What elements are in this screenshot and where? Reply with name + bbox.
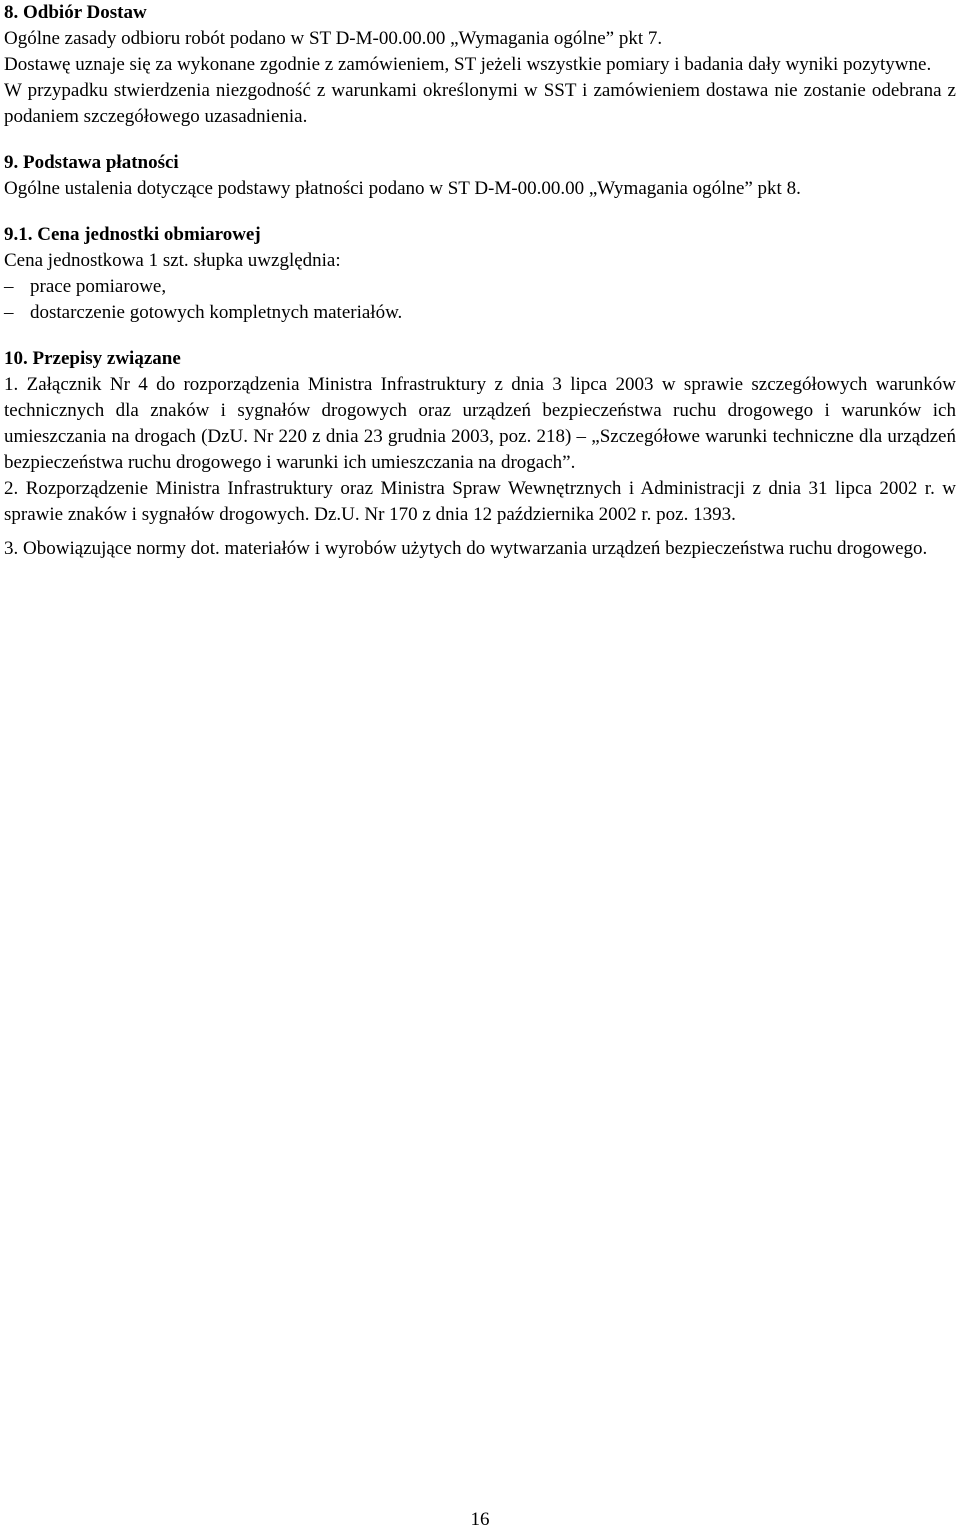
list-item: – dostarczenie gotowych kompletnych materiałów. — [4, 300, 956, 326]
section-10-przepisy-zwiazane — [4, 346, 956, 562]
section-8-heading: 8. Odbiór Dostaw — [4, 2, 147, 23]
section-8-acceptance-paragraph: Dostawę uznaje się za wykonane zgodnie z zamówieniem, ST jeżeli wszystkie pomiary i badania dały wyniki pozytywne. — [4, 54, 932, 75]
section-10-item-1: 1. Załącznik Nr 4 do rozporządzenia Ministra Infrastruktury z dnia 3 lipca 2003 w sprawie szczegółowych warunków technicznych dla znaków i sygnałów drogowych oraz urządzeń bezpieczeństwa ruchu drogowego i warunków ich umieszczania na drogach (DzU. Nr 220 z dnia 23 grudnia 2003, poz. 218) – „Szczegółowe warunki techniczne dla urządzeń bezpieczeństwa ruchu drogowego i warunki ich umieszczania na drogach”. — [4, 374, 956, 473]
section-8-odbior-dostaw — [4, 0, 956, 130]
section-9-heading: 9. Podstawa płatności — [4, 152, 179, 173]
section-9-1-heading: 9.1. Cena jednostki obmiarowej — [4, 224, 261, 245]
document-page — [4, 0, 956, 562]
section-9-podstawa-platnosci — [4, 150, 956, 202]
section-9-1-intro: Cena jednostkowa 1 szt. słupka uwzględnia: — [4, 250, 341, 271]
section-8-general-rules: Ogólne zasady odbioru robót podano w ST D-M-00.00.00 „Wymagania ogólne” pkt 7. — [4, 28, 663, 49]
page-number: 16 — [470, 1509, 490, 1530]
section-10-item-3: 3. Obowiązujące normy dot. materiałów i wyrobów użytych do wytwarzania urządzeń bezpieczeństwa ruchu drogowego. — [4, 538, 928, 559]
section-8-nonconformity-paragraph: W przypadku stwierdzenia niezgodność z warunkami określonymi w SST i zamówieniem dostawa nie zostanie odebrana z podaniem szczegółowego uzasadnienia. — [4, 80, 956, 127]
section-9-1-cena-jednostki — [4, 222, 956, 326]
section-10-heading: 10. Przepisy związane — [4, 348, 181, 369]
section-9-1-list — [4, 274, 956, 326]
section-9-general-rules: Ogólne ustalenia dotyczące podstawy płatności podano w ST D-M-00.00.00 „Wymagania ogólne” pkt 8. — [4, 178, 801, 199]
list-item: – prace pomiarowe, — [4, 274, 956, 300]
section-10-item-2: 2. Rozporządzenie Ministra Infrastruktury oraz Ministra Spraw Wewnętrznych i Administracji z dnia 31 lipca 2002 r. w sprawie znaków i sygnałów drogowych. Dz.U. Nr 170 z dnia 12 października 2002 r. poz. 1393. — [4, 478, 956, 525]
